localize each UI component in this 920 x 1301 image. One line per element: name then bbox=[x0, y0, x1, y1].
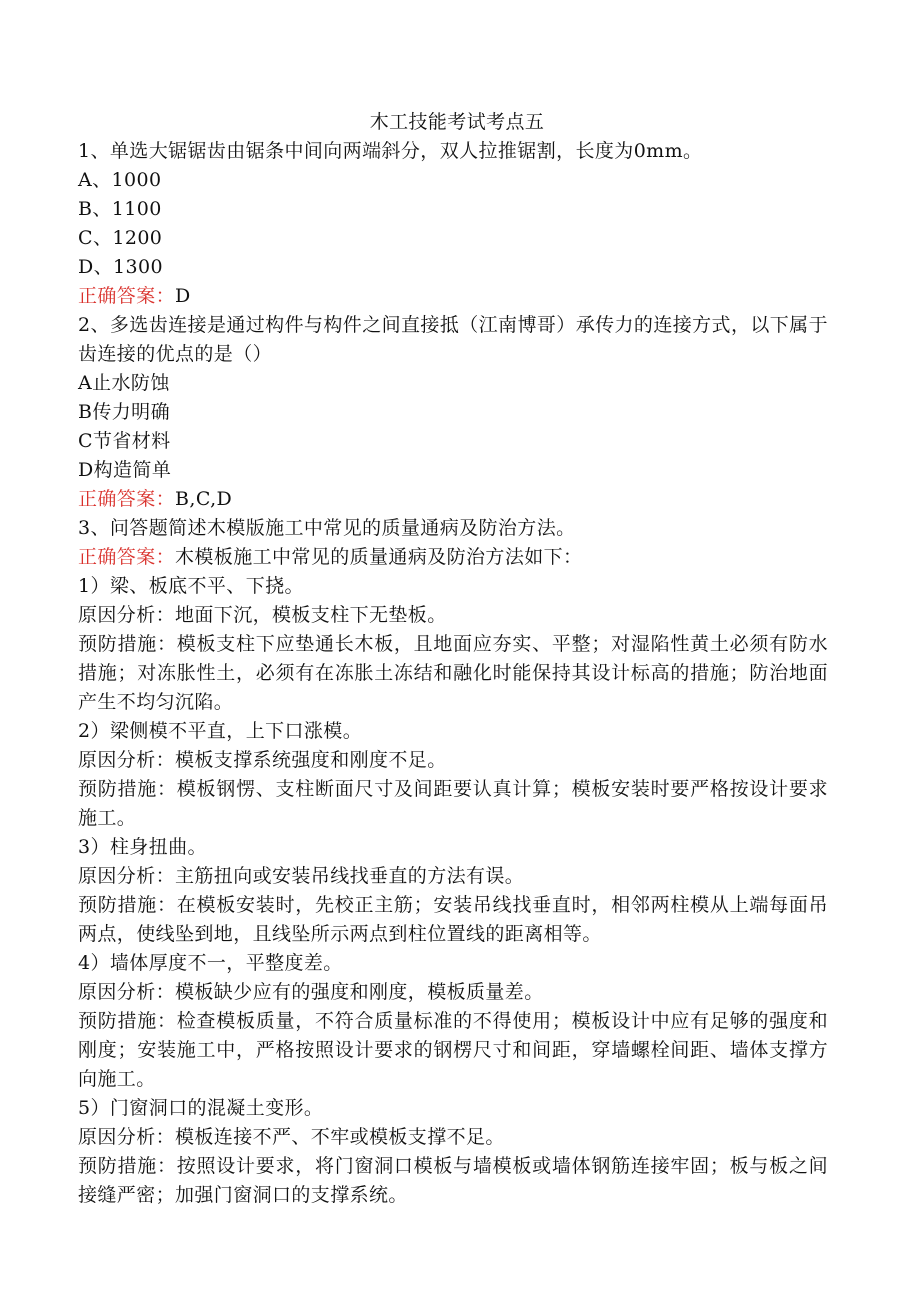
question-2-option-c: C节省材料 bbox=[78, 430, 171, 452]
item-3-cause: 原因分析：主筋扭向或安装吊线找垂直的方法有误。 bbox=[78, 865, 525, 887]
question-3-answer bbox=[78, 543, 828, 572]
answer-value: B,C,D bbox=[175, 488, 233, 510]
page-title: 木工技能考试考点五 bbox=[369, 111, 545, 133]
question-1-answer bbox=[78, 282, 828, 311]
question-1-option-b: B、1100 bbox=[78, 198, 162, 220]
item-2-cause: 原因分析：模板支撑系统强度和刚度不足。 bbox=[78, 749, 447, 771]
question-1-option-d: D、1300 bbox=[78, 256, 163, 278]
question-2-stem: 2、多选齿连接是通过构件与构件之间直接抵（江南博哥）承传力的连接方式，以下属于齿连接的优点的是（） bbox=[78, 314, 828, 365]
answer-intro: 木模板施工中常见的质量通病及防治方法如下： bbox=[175, 546, 583, 568]
item-3-prevention: 预防措施：在模板安装时，先校正主筋；安装吊线找垂直时，相邻两柱模从上端每面吊两点，使线坠到地，且线坠所示两点到柱位置线的距离相等。 bbox=[78, 894, 828, 945]
question-1-stem: 1、单选大锯锯齿由锯条中间向两端斜分，双人拉推锯割，长度为0mm。 bbox=[78, 140, 703, 162]
item-4-cause: 原因分析：模板缺少应有的强度和刚度，模板质量差。 bbox=[78, 981, 544, 1003]
item-3-heading: 3）柱身扭曲。 bbox=[78, 836, 207, 858]
item-5-cause: 原因分析：模板连接不严、不牢或模板支撑不足。 bbox=[78, 1126, 505, 1148]
item-5-prevention: 预防措施：按照设计要求，将门窗洞口模板与墙模板或墙体钢筋连接牢固；板与板之间接缝严密；加强门窗洞口的支撑系统。 bbox=[78, 1155, 828, 1206]
item-4-prevention: 预防措施：检查模板质量，不符合质量标准的不得使用；模板设计中应有足够的强度和刚度；安装施工中，严格按照设计要求的钢楞尺寸和间距，穿墙螺栓间距、墙体支撑方向施工。 bbox=[78, 1010, 828, 1090]
answer-label: 正确答案： bbox=[78, 546, 176, 568]
question-2-answer bbox=[78, 485, 828, 514]
document-page bbox=[78, 108, 828, 1210]
item-2-prevention: 预防措施：模板钢愣、支柱断面尺寸及间距要认真计算；模板安装时要严格按设计要求施工。 bbox=[78, 778, 828, 829]
answer-label: 正确答案： bbox=[78, 285, 176, 307]
question-1-option-c: C、1200 bbox=[78, 227, 163, 249]
item-5-heading: 5）门窗洞口的混凝土变形。 bbox=[78, 1097, 324, 1119]
item-1-heading: 1）梁、板底不平、下挠。 bbox=[78, 575, 304, 597]
answer-label: 正确答案： bbox=[78, 488, 176, 510]
question-1-option-a: A、1000 bbox=[78, 169, 162, 191]
item-4-heading: 4）墙体厚度不一，平整度差。 bbox=[78, 952, 343, 974]
question-3-stem: 3、问答题简述木模版施工中常见的质量通病及防治方法。 bbox=[78, 517, 576, 539]
item-2-heading: 2）梁侧模不平直，上下口涨模。 bbox=[78, 720, 363, 742]
question-2-option-d: D构造简单 bbox=[78, 459, 172, 481]
question-2-option-a: A止水防蚀 bbox=[78, 372, 170, 394]
answer-value: D bbox=[175, 285, 191, 307]
question-2-option-b: B传力明确 bbox=[78, 401, 170, 423]
item-1-prevention: 预防措施：模板支柱下应垫通长木板，且地面应夯实、平整；对湿陷性黄土必须有防水措施；对冻胀性土，必须有在冻胀土冻结和融化时能保持其设计标高的措施；防治地面产生不均匀沉陷。 bbox=[78, 633, 828, 713]
item-1-cause: 原因分析：地面下沉，模板支柱下无垫板。 bbox=[78, 604, 447, 626]
